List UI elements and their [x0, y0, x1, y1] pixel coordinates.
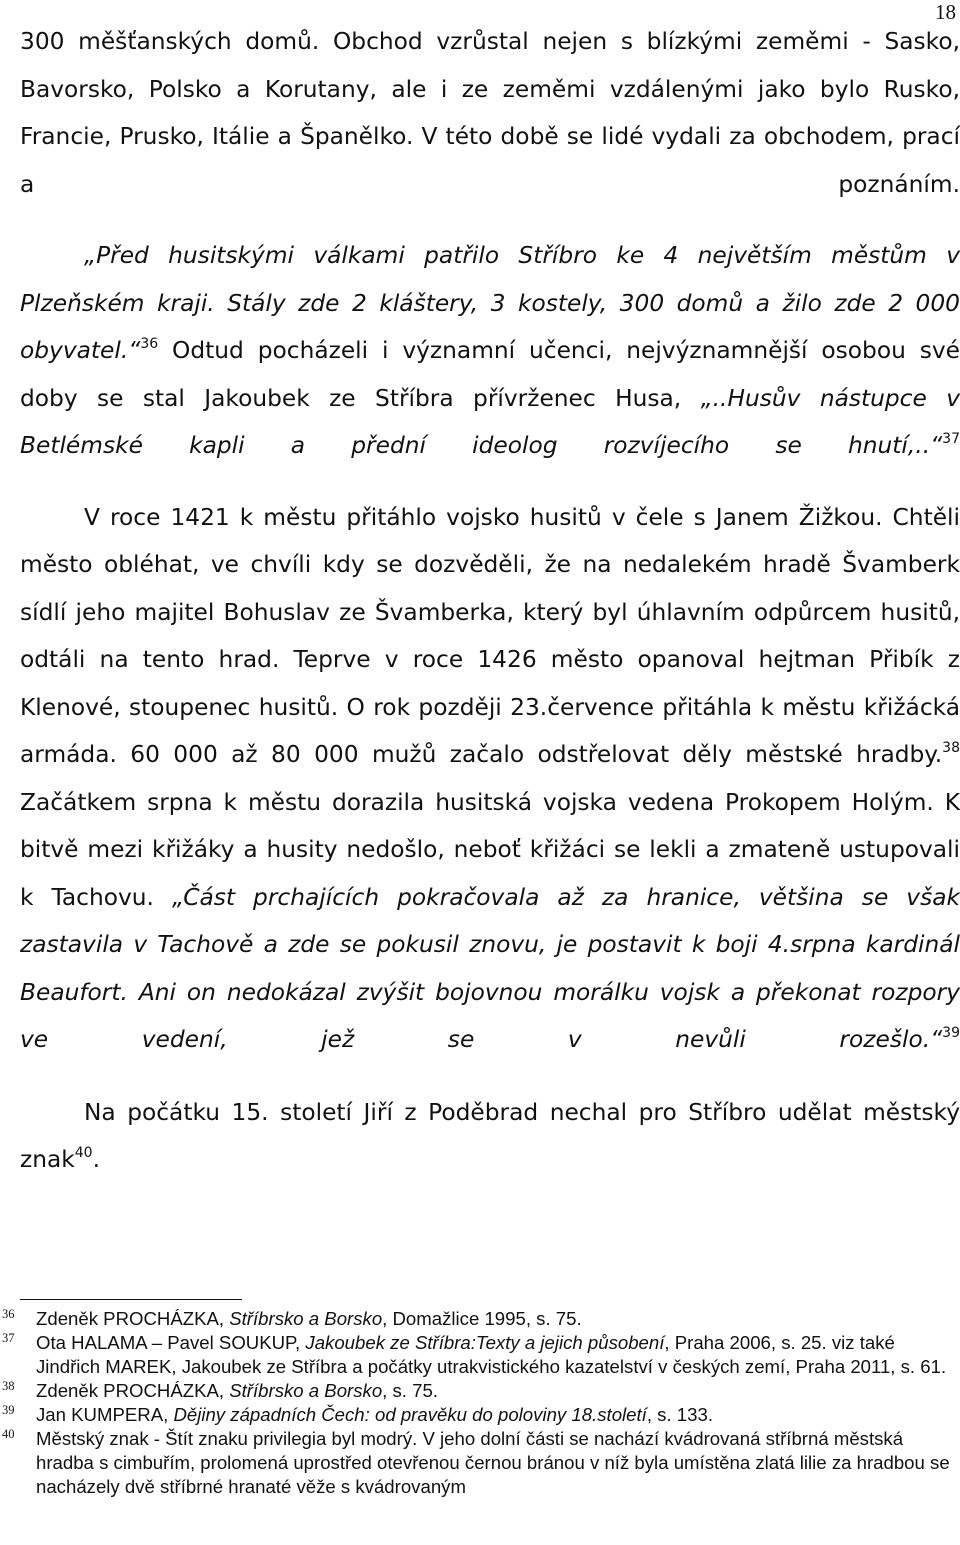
paragraph-3 [20, 494, 960, 1064]
paragraph-4-end: . [92, 1146, 100, 1173]
footnote-ref-40[interactable]: 40 [74, 1145, 93, 1161]
footnote-text [36, 1307, 952, 1331]
footnote [0, 1307, 960, 1331]
footnotes [0, 1307, 960, 1499]
footnote-rest: , Domažlice 1995, s. 75. [382, 1308, 582, 1329]
paragraph-4 [20, 1089, 960, 1184]
footnote-number: 36 [2, 1307, 15, 1321]
footnote-number: 37 [2, 1331, 15, 1345]
paragraph-3-text-2: Začátkem srpna k městu dorazila husitská vojska vedena Prokopem Holým. K bitvě mezi křižáky a husity nedošlo, neboť křižáci se lekli a zmateně ustupovali k Tachovu. [20, 788, 960, 911]
paragraph-1: 300 měšťanských domů. Obchod vzrůstal nejen s blízkými zeměmi - Sasko, Bavorsko, Polsko a Korutany, ale i ze zeměmi vzdálenými jako bylo Rusko, Francie, Prusko, Itálie a Španělko. V této době se lidé vydali za obchodem, prací a poznáním. [20, 28, 960, 198]
footnote-author: Městský znak - Štít znaku privilegia byl modrý. V jeho dolní části se nachází kvádrovaná stříbrná městská hradba s cimbuřím, prolomená uprostřed otevřenou černou bránou v níž byla umístěna zlatá lilie za hradbou se nacházely dvě stříbrné hranaté věže s kvádrovaným [36, 1428, 950, 1497]
footnote-rest: , s. 133. [646, 1404, 713, 1425]
paragraph-4-text: Na počátku 15. století Jiří z Poděbrad nechal pro Stříbro udělat městský znak [20, 1098, 960, 1173]
footnote-title: Stříbrsko a Borsko [229, 1308, 383, 1329]
footnote-number: 40 [2, 1427, 15, 1441]
footnote-text [36, 1427, 952, 1499]
paragraph-2 [20, 232, 960, 470]
footnote-author: Zdeněk PROCHÁZKA, [36, 1308, 230, 1329]
footnote-separator [20, 1299, 242, 1300]
footnote-ref-39[interactable]: 39 [942, 1025, 960, 1041]
paragraph-3-text: V roce 1421 k městu přitáhlo vojsko husitů v čele s Janem Žižkou. Chtěli město obléhat, ve chvíli kdy se dozvěděli, že na nedalekém hradě Švamberk sídlí jeho majitel Bohuslav ze Švamberka, který byl úhlavním odpůrcem husitů, odtáli na tento hrad. Teprve v roce 1426 město opanoval hejtman Přibík z Klenové, stoupenec husitů. O rok později 23.července přitáhla k městu křižácká armáda. 60 000 až 80 000 mužů začalo odstřelovat děly městské hradby. [20, 503, 960, 768]
footnote-rest: , Praha 2006, s. 25. viz také Jindřich MAREK, Jakoubek ze Stříbra a počátky utrakvistického kazatelství v českých zemí, Praha 2011, s. 61. [36, 1332, 947, 1377]
quote-jakoubek: „..Husův nástupce v Betlémské kapli a přední ideolog rozvíjecího se hnutí,..“ [20, 384, 960, 459]
footnote-text [36, 1379, 952, 1403]
footnote-title: Jakoubek ze Stříbra:Texty a jejich působení [305, 1332, 665, 1353]
body-text [20, 18, 960, 1184]
footnote-ref-36[interactable]: 36 [140, 336, 159, 352]
footnote [0, 1403, 960, 1427]
page-number: 18 [935, 0, 956, 24]
quote-silver-town: „Před husitskými válkami patřilo Stříbro ke 4 největším městům v Plzeňském kraji. Stály zde 2 kláštery, 3 kostely, 300 domů a žilo zde 2 000 obyvatel.“ [20, 242, 960, 364]
paragraph-2-text: Odtud pocházeli i významní učenci, nejvýznamnější osobou své doby se stal Jakoubek ze Stříbra přívrženec Husa, [20, 337, 960, 412]
footnote-ref-37[interactable]: 37 [942, 431, 960, 447]
footnote [0, 1331, 960, 1379]
footnote-text [36, 1331, 952, 1379]
footnote-number: 38 [2, 1379, 15, 1393]
footnote [0, 1379, 960, 1403]
quote-crusaders: „Část prchajících pokračovala až za hranice, většina se však zastavila v Tachově a zde se pokusil znovu, je postavit k boji 4.srpna kardinál Beaufort. Ani on nedokázal zvýšit bojovnou morálku vojsk a překonat rozpory ve vedení, jež se v nevůli rozešlo.“ [20, 883, 960, 1053]
footnote-rest: , s. 75. [382, 1380, 438, 1401]
footnote-text [36, 1403, 952, 1427]
footnote-title: Stříbrsko a Borsko [229, 1380, 383, 1401]
footnote-number: 39 [2, 1403, 15, 1417]
footnote-title: Dějiny západních Čech: od pravěku do poloviny 18.století [173, 1404, 647, 1425]
footnote-ref-38[interactable]: 38 [942, 740, 960, 756]
footnote-author: Zdeněk PROCHÁZKA, [36, 1380, 230, 1401]
footnote-author: Ota HALAMA – Pavel SOUKUP, [36, 1332, 306, 1353]
footnote [0, 1427, 960, 1499]
footnote-author: Jan KUMPERA, [36, 1404, 174, 1425]
